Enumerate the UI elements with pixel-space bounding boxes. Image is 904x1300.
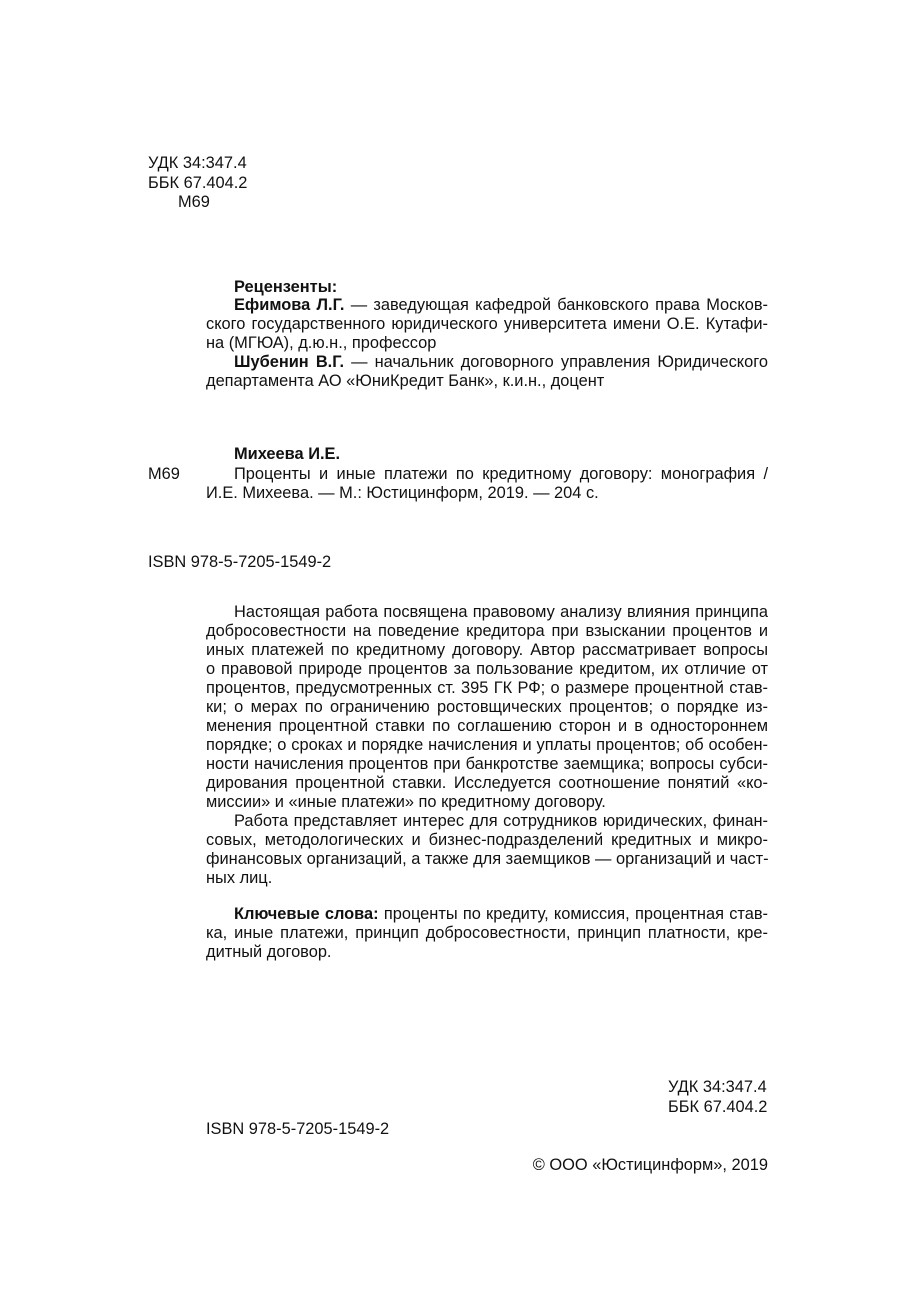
abstract-p1-line-11: миссии» и «иные платежи» по кредитному договору. (206, 793, 606, 811)
udk-code-bottom: УДК 34:347.4 (668, 1078, 767, 1096)
abstract-p1-line-5: процентов, предусмотренных ст. 395 ГК РФ; о размере процентной став- (206, 679, 768, 697)
abstract-p2-line-2: совых, методологических и бизнес-подразделений кредитных и микро- (206, 831, 768, 849)
abstract-p1-line-7: менения процентной ставки по соглашению сторон и в одностороннем (206, 717, 768, 735)
bibliographic-line-1: Проценты и иные платежи по кредитному договору: монография / (234, 465, 768, 483)
abstract-p2-line-4: ных лиц. (206, 869, 273, 887)
abstract-p1-line-3: иных платежей по кредитному договору. Автор рассматривает вопросы (206, 641, 768, 659)
author-mark-top: М69 (178, 193, 210, 211)
abstract-p1-line-8: порядке; о сроках и порядке начисления и уплаты процентов; об особен- (206, 736, 768, 754)
bibliographic-line-2: И.Е. Михеева. — М.: Юстицинформ, 2019. — 204 с. (206, 484, 599, 502)
keywords-line-2: ка, иные платежи, принцип добросовестности, принцип платности, кре- (206, 924, 768, 942)
abstract-p2-line-3: финансовых организаций, а также для заемщиков — организаций и част- (206, 850, 769, 868)
reviewer-1-line-1 (234, 296, 768, 315)
reviewer-2-line-1-text: — начальник договорного управления Юридического (344, 353, 768, 371)
author-mark-entry: М69 (148, 465, 180, 483)
abstract-p1-line-1: Настоящая работа посвящена правовому анализу влияния принципа (234, 603, 768, 621)
abstract-p1-line-9: ности начисления процентов при банкротстве заемщика; вопросы субси- (206, 755, 768, 773)
abstract-p1-line-4: о правовой природе процентов за пользование кредитом, их отличие от (206, 660, 768, 678)
copyright: © ООО «Юстицинформ», 2019 (532, 1156, 768, 1174)
keywords-line-1-text: проценты по кредиту, комиссия, процентная став- (378, 905, 769, 923)
keywords-label: Ключевые слова: (234, 905, 379, 923)
isbn-top: ISBN 978-5-7205-1549-2 (148, 553, 332, 571)
abstract-p1-line-2: добросовестности на поведение кредитора при взыскании процентов и (206, 622, 768, 640)
udk-code-top: УДК 34:347.4 (148, 154, 247, 172)
abstract-p2-line-1: Работа представляет интерес для сотрудников юридических, финан- (234, 812, 768, 830)
keywords-line-1 (234, 905, 768, 924)
abstract-p1-line-10: дирования процентной ставки. Исследуется соотношение понятий «ко- (206, 774, 768, 792)
isbn-bottom: ISBN 978-5-7205-1549-2 (206, 1120, 390, 1138)
reviewers-heading: Рецензенты: (234, 278, 338, 296)
reviewer-1-line-2: ского государственного юридического университета имени О.Е. Кутафи- (206, 315, 768, 333)
bbk-code-bottom: ББК 67.404.2 (668, 1098, 768, 1116)
abstract-p1-line-6: ки; о мерах по ограничению ростовщических процентов; о порядке из- (206, 698, 768, 716)
reviewer-2-line-1 (234, 353, 768, 372)
reviewer-2-line-2: департамента АО «ЮниКредит Банк», к.и.н., доцент (206, 372, 605, 390)
reviewer-1-line-1-text: — заведующая кафедрой банковского права Москов- (344, 296, 768, 314)
bbk-code-top: ББК 67.404.2 (148, 174, 248, 192)
keywords-line-3: дитный договор. (206, 943, 332, 961)
reviewer-1-line-3: на (МГЮА), д.ю.н., профессор (206, 334, 437, 352)
book-author: Михеева И.Е. (234, 445, 341, 463)
reviewer-2-name: Шубенин В.Г. (234, 353, 345, 371)
reviewer-1-name: Ефимова Л.Г. (234, 296, 345, 314)
